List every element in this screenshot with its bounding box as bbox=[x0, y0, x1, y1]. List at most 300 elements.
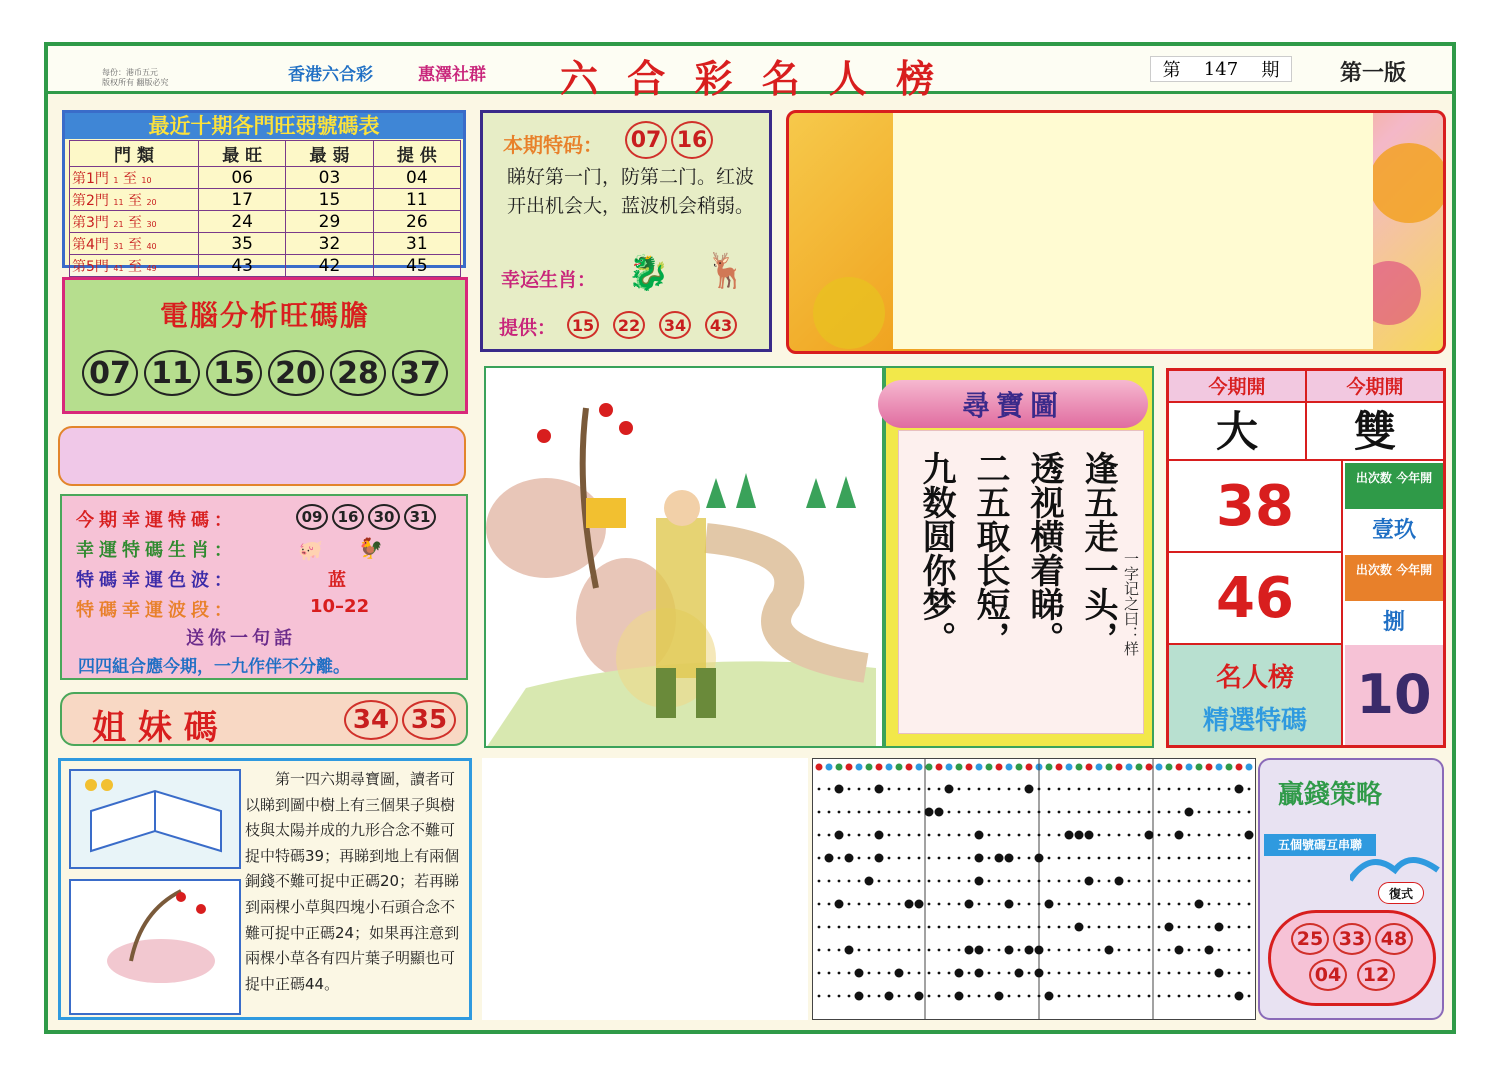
grid-dot-small bbox=[1178, 972, 1181, 975]
header-dot bbox=[1176, 764, 1183, 771]
grid-dot-small bbox=[1178, 926, 1181, 929]
gate-cell: 第1門 1 至 10 bbox=[70, 167, 199, 189]
grid-dot-large bbox=[965, 900, 974, 909]
grid-dot-small bbox=[988, 903, 991, 906]
issue-box bbox=[1150, 56, 1292, 82]
grid-dot-small bbox=[898, 834, 901, 837]
header-dot bbox=[1016, 764, 1023, 771]
header-dot bbox=[1076, 764, 1083, 771]
cold-cell: 32 bbox=[286, 233, 373, 255]
grid-dot-small bbox=[1228, 995, 1231, 998]
offer-cell: 26 bbox=[373, 211, 460, 233]
grid-dot-small bbox=[1228, 880, 1231, 883]
hot-number: 46 bbox=[1169, 553, 1343, 645]
grid-dot-small bbox=[818, 788, 821, 791]
grid-dot-large bbox=[905, 900, 914, 909]
grid-dot-small bbox=[1108, 995, 1111, 998]
header-dot bbox=[966, 764, 973, 771]
number-ball: 16 bbox=[332, 504, 364, 530]
grid-dot-small bbox=[898, 926, 901, 929]
grid-dot-small bbox=[1218, 995, 1221, 998]
grid-dot-small bbox=[1208, 880, 1211, 883]
grid-dot-small bbox=[1018, 811, 1021, 814]
grid-dot-small bbox=[848, 972, 851, 975]
grid-dot-small bbox=[1078, 949, 1081, 952]
table-row bbox=[70, 211, 461, 233]
header-dot bbox=[1146, 764, 1153, 771]
grid-dot-small bbox=[1228, 972, 1231, 975]
grid-dot-small bbox=[1028, 926, 1031, 929]
grid-dot-large bbox=[945, 785, 954, 794]
grid-dot-small bbox=[968, 926, 971, 929]
table-row bbox=[70, 167, 461, 189]
grid-dot-large bbox=[915, 992, 924, 1001]
grid-dot-small bbox=[858, 926, 861, 929]
grid-dot-small bbox=[1118, 995, 1121, 998]
number-ball: 09 bbox=[296, 504, 328, 530]
grid-dot-small bbox=[1128, 811, 1131, 814]
grid-dot-small bbox=[1058, 857, 1061, 860]
grid-dot-small bbox=[938, 857, 941, 860]
grid-dot-small bbox=[948, 926, 951, 929]
grid-dot-small bbox=[888, 788, 891, 791]
grid-dot-small bbox=[1108, 788, 1111, 791]
grid-dot-small bbox=[1038, 811, 1041, 814]
grid-dot-large bbox=[975, 969, 984, 978]
grid-dot-small bbox=[1218, 949, 1221, 952]
grid-dot-small bbox=[938, 903, 941, 906]
grid-dot-small bbox=[868, 788, 871, 791]
header-dot bbox=[1126, 764, 1133, 771]
grid-dot-small bbox=[898, 811, 901, 814]
grid-dot-large bbox=[915, 900, 924, 909]
grid-dot-small bbox=[1138, 949, 1141, 952]
grid-dot-small bbox=[1178, 788, 1181, 791]
grid-dot-small bbox=[1248, 811, 1251, 814]
grid-dot-small bbox=[1108, 834, 1111, 837]
grid-dot-small bbox=[1188, 972, 1191, 975]
grid-dot-small bbox=[1088, 995, 1091, 998]
grid-dot-small bbox=[828, 949, 831, 952]
grid-dot-small bbox=[1068, 788, 1071, 791]
grid-dot-large bbox=[1105, 946, 1114, 955]
grid-dot-large bbox=[875, 831, 884, 840]
hot-cell: 35 bbox=[199, 233, 286, 255]
grid-dot-large bbox=[835, 831, 844, 840]
grid-dot-large bbox=[845, 854, 854, 863]
grid-dot-small bbox=[998, 903, 1001, 906]
issue-suffix: 期 bbox=[1261, 60, 1280, 81]
grid-dot-large bbox=[1185, 808, 1194, 817]
dot-grid bbox=[812, 758, 1256, 1020]
grid-dot-small bbox=[1248, 857, 1251, 860]
grid-dot-small bbox=[1008, 995, 1011, 998]
grid-dot-small bbox=[1078, 995, 1081, 998]
table-row bbox=[70, 189, 461, 211]
grid-dot-small bbox=[1088, 788, 1091, 791]
grid-dot-small bbox=[998, 880, 1001, 883]
edition-label: 第一版 bbox=[1340, 61, 1407, 86]
grid-dot-small bbox=[1118, 903, 1121, 906]
hot-number: 38 bbox=[1169, 461, 1343, 553]
cold-cell: 42 bbox=[286, 255, 373, 277]
grid-dot-large bbox=[845, 946, 854, 955]
grid-dot-small bbox=[1198, 972, 1201, 975]
gate-cell: 第4門 31 至 40 bbox=[70, 233, 199, 255]
grid-dot-small bbox=[1068, 811, 1071, 814]
pig-icon: 🐖 bbox=[298, 538, 323, 562]
grid-dot-small bbox=[1208, 834, 1211, 837]
grid-dot-small bbox=[1058, 811, 1061, 814]
blank-banner bbox=[58, 426, 466, 486]
grid-dot-large bbox=[1205, 946, 1214, 955]
grid-dot-small bbox=[968, 880, 971, 883]
grid-dot-small bbox=[1208, 972, 1211, 975]
grid-dot-small bbox=[1228, 857, 1231, 860]
grid-dot-small bbox=[908, 880, 911, 883]
grid-dot-small bbox=[1098, 834, 1101, 837]
header-dot bbox=[876, 764, 883, 771]
lucky-numbers bbox=[296, 504, 436, 530]
grid-dot-small bbox=[1158, 995, 1161, 998]
grid-dot-small bbox=[1088, 811, 1091, 814]
grid-dot-small bbox=[948, 834, 951, 837]
grid-dot-small bbox=[928, 926, 931, 929]
number-ball: 12 bbox=[1357, 959, 1395, 991]
grid-dot-small bbox=[948, 949, 951, 952]
dragon-icon: 🐉 bbox=[627, 253, 670, 293]
grid-dot-small bbox=[938, 834, 941, 837]
header-dot bbox=[886, 764, 893, 771]
grid-dot-small bbox=[1048, 788, 1051, 791]
grid-dot-small bbox=[858, 857, 861, 860]
grid-dot-small bbox=[1188, 834, 1191, 837]
treasure-scroll-box bbox=[884, 366, 1154, 748]
zodiac-label: 幸運特碼生肖： bbox=[76, 540, 237, 561]
grid-dot-small bbox=[908, 995, 911, 998]
grid-dot-small bbox=[948, 903, 951, 906]
grid-dot-small bbox=[1078, 788, 1081, 791]
notice-line: 版权所有 翻版必究 bbox=[102, 78, 169, 87]
grid-dot-large bbox=[1235, 785, 1244, 794]
gate-cell: 第2門 11 至 20 bbox=[70, 189, 199, 211]
grid-dot-small bbox=[1118, 834, 1121, 837]
grid-dot-small bbox=[988, 834, 991, 837]
grid-dot-large bbox=[975, 831, 984, 840]
grid-dot-small bbox=[1108, 972, 1111, 975]
number-ball: 11 bbox=[144, 350, 200, 396]
grid-dot-small bbox=[1068, 880, 1071, 883]
header-dot bbox=[1216, 764, 1223, 771]
grid-dot-small bbox=[1198, 949, 1201, 952]
header-dot bbox=[856, 764, 863, 771]
grid-dot-small bbox=[898, 949, 901, 952]
grid-dot-small bbox=[868, 949, 871, 952]
grid-dot-small bbox=[1148, 788, 1151, 791]
blank-area bbox=[482, 758, 808, 1020]
grid-dot-small bbox=[858, 788, 861, 791]
grid-dot-small bbox=[1198, 995, 1201, 998]
count-value: 捌 bbox=[1382, 610, 1405, 635]
final-number: 10 bbox=[1345, 645, 1443, 745]
number-ball: 31 bbox=[404, 504, 436, 530]
number-ball: 15 bbox=[206, 350, 262, 396]
header-dot bbox=[1006, 764, 1013, 771]
header-dot bbox=[1056, 764, 1063, 771]
number-ball: 15 bbox=[567, 311, 599, 339]
grid-dot-small bbox=[838, 811, 841, 814]
grid-dot-small bbox=[888, 811, 891, 814]
grid-dot-small bbox=[1228, 788, 1231, 791]
poem-line: 透视横着睇。 bbox=[1024, 451, 1064, 655]
grid-dot-small bbox=[848, 880, 851, 883]
grid-dot-small bbox=[1168, 880, 1171, 883]
grid-dot-small bbox=[838, 857, 841, 860]
grid-dot-large bbox=[965, 946, 974, 955]
grid-dot-small bbox=[1238, 903, 1241, 906]
explanation-box bbox=[58, 758, 472, 1020]
strength-table bbox=[69, 140, 461, 277]
grid-dot-small bbox=[978, 903, 981, 906]
grid-dot-small bbox=[1028, 880, 1031, 883]
grid-dot-small bbox=[988, 926, 991, 929]
grid-dot-small bbox=[958, 926, 961, 929]
grid-dot-small bbox=[1098, 926, 1101, 929]
map-illustration bbox=[69, 879, 241, 1015]
big-small-value: 大 bbox=[1169, 403, 1307, 461]
computer-analysis-title: 電腦分析旺碼膽 bbox=[159, 299, 370, 332]
grid-dot-large bbox=[1235, 992, 1244, 1001]
grid-dot-large bbox=[1085, 831, 1094, 840]
grid-dot-small bbox=[928, 834, 931, 837]
grid-dot-small bbox=[1058, 995, 1061, 998]
grid-dot-large bbox=[1005, 946, 1014, 955]
famous-box bbox=[1169, 645, 1343, 745]
grid-dot-small bbox=[1198, 926, 1201, 929]
grid-dot-small bbox=[918, 949, 921, 952]
grid-dot-small bbox=[1058, 972, 1061, 975]
strategy-subtitle: 五個號碼互串聯 bbox=[1264, 834, 1376, 856]
grid-dot-small bbox=[1018, 788, 1021, 791]
lucky-zodiac-label: 幸运生肖： bbox=[501, 269, 597, 291]
grid-dot-large bbox=[875, 854, 884, 863]
grid-dot-small bbox=[1228, 903, 1231, 906]
header-dot bbox=[986, 764, 993, 771]
grid-dot-small bbox=[918, 972, 921, 975]
poem-paper bbox=[898, 430, 1144, 734]
table-row bbox=[70, 233, 461, 255]
gate-cell: 第3門 21 至 30 bbox=[70, 211, 199, 233]
grid-dot-small bbox=[1038, 926, 1041, 929]
number-ball: 28 bbox=[330, 350, 386, 396]
mode-tag: 復式 bbox=[1378, 882, 1424, 904]
grid-dot-small bbox=[1048, 834, 1051, 837]
grid-dot-large bbox=[895, 969, 904, 978]
grid-dot-small bbox=[1098, 857, 1101, 860]
grid-dot-small bbox=[1078, 811, 1081, 814]
grid-dot-small bbox=[928, 880, 931, 883]
header-dot bbox=[976, 764, 983, 771]
grid-dot-small bbox=[1018, 903, 1021, 906]
grid-dot-small bbox=[1088, 926, 1091, 929]
grid-dot-small bbox=[1018, 949, 1021, 952]
grid-dot-small bbox=[918, 857, 921, 860]
grid-dot-small bbox=[1148, 857, 1151, 860]
color-label: 特碼幸運色波： bbox=[76, 570, 237, 591]
send-label: 送你一句話 bbox=[186, 628, 296, 649]
grid-dot-small bbox=[1138, 926, 1141, 929]
poem-line: 九数圆你梦。 bbox=[916, 451, 956, 655]
grid-dot-small bbox=[1228, 834, 1231, 837]
grid-dot-small bbox=[1118, 857, 1121, 860]
grid-dot-small bbox=[878, 995, 881, 998]
grid-dot-small bbox=[1048, 926, 1051, 929]
sister-title: 姐 妹 碼 bbox=[92, 708, 218, 748]
header-dot bbox=[906, 764, 913, 771]
header-dot bbox=[1186, 764, 1193, 771]
grid-dot-large bbox=[875, 785, 884, 794]
grid-dot-small bbox=[1208, 788, 1211, 791]
grid-dot-small bbox=[1158, 903, 1161, 906]
grid-dot-small bbox=[1248, 972, 1251, 975]
grid-dot-small bbox=[1188, 788, 1191, 791]
grid-dot-small bbox=[948, 995, 951, 998]
grid-dot-small bbox=[1018, 857, 1021, 860]
grid-dot-small bbox=[1048, 880, 1051, 883]
number-ball: 34 bbox=[344, 700, 398, 740]
number-ball: 48 bbox=[1375, 923, 1413, 955]
number-ball: 37 bbox=[392, 350, 448, 396]
grid-dot-small bbox=[1138, 857, 1141, 860]
grid-dot-small bbox=[1218, 880, 1221, 883]
rock-icon bbox=[71, 881, 239, 1013]
grid-dot-small bbox=[1008, 834, 1011, 837]
header-dot bbox=[956, 764, 963, 771]
grid-dot-small bbox=[1238, 880, 1241, 883]
grid-dot-small bbox=[1068, 972, 1071, 975]
price-notice bbox=[102, 68, 169, 88]
hot-cell: 17 bbox=[199, 189, 286, 211]
grid-dot-large bbox=[1035, 854, 1044, 863]
grid-dot-small bbox=[1078, 903, 1081, 906]
grid-dot-small bbox=[1088, 903, 1091, 906]
grid-dot-small bbox=[1138, 903, 1141, 906]
selected-label: 精選特碼 bbox=[1202, 706, 1307, 736]
header-dot bbox=[866, 764, 873, 771]
brand-community: 惠澤社群 bbox=[418, 65, 486, 85]
grid-dot-small bbox=[948, 857, 951, 860]
header-dot bbox=[1196, 764, 1203, 771]
grid-dot-small bbox=[1158, 880, 1161, 883]
grid-dot-large bbox=[1025, 785, 1034, 794]
special-label: 本期特码： bbox=[503, 133, 603, 157]
grid-dot-small bbox=[1128, 788, 1131, 791]
grid-dot-small bbox=[1058, 834, 1061, 837]
grid-dot-small bbox=[1128, 857, 1131, 860]
grid-dot-small bbox=[838, 972, 841, 975]
number-ball: 25 bbox=[1291, 923, 1329, 955]
grid-dot-small bbox=[818, 949, 821, 952]
grid-dot-small bbox=[828, 811, 831, 814]
header-dot bbox=[816, 764, 823, 771]
grid-dot-small bbox=[888, 926, 891, 929]
grid-dot-small bbox=[1168, 834, 1171, 837]
grid-dot-small bbox=[1058, 880, 1061, 883]
grid-dot-small bbox=[1168, 811, 1171, 814]
grid-dot-small bbox=[1178, 880, 1181, 883]
grid-dot-small bbox=[1168, 857, 1171, 860]
grid-dot-small bbox=[1148, 926, 1151, 929]
grid-dot-small bbox=[1038, 995, 1041, 998]
grid-dot-small bbox=[848, 834, 851, 837]
book-illustration bbox=[69, 769, 241, 869]
grid-dot-small bbox=[1108, 857, 1111, 860]
grid-dot-large bbox=[1005, 900, 1014, 909]
header-bar bbox=[48, 46, 1452, 101]
grid-dot-small bbox=[938, 972, 941, 975]
grid-dot-large bbox=[1145, 831, 1154, 840]
grid-dot-large bbox=[1005, 854, 1014, 863]
grid-dot-small bbox=[1028, 857, 1031, 860]
grid-dot-large bbox=[975, 877, 984, 886]
grid-dot-small bbox=[958, 857, 961, 860]
offer-cell: 11 bbox=[373, 189, 460, 211]
grid-dot-small bbox=[1068, 926, 1071, 929]
strategy-title: 贏錢策略 bbox=[1278, 780, 1383, 810]
header-dot bbox=[1156, 764, 1163, 771]
header-dot bbox=[826, 764, 833, 771]
grid-dot-large bbox=[1075, 831, 1084, 840]
grid-dot-small bbox=[998, 949, 1001, 952]
grid-dot-small bbox=[848, 903, 851, 906]
grid-dot-small bbox=[828, 903, 831, 906]
offer-cell: 04 bbox=[373, 167, 460, 189]
grid-dot-large bbox=[1215, 923, 1224, 932]
grid-dot-small bbox=[1238, 926, 1241, 929]
grid-dot-small bbox=[1078, 880, 1081, 883]
grid-dot-small bbox=[1238, 949, 1241, 952]
header-dot bbox=[996, 764, 1003, 771]
grid-dot-small bbox=[1008, 811, 1011, 814]
strategy-box bbox=[1258, 758, 1444, 1020]
grid-dot-small bbox=[938, 926, 941, 929]
grid-dot-small bbox=[1158, 926, 1161, 929]
grid-dot-small bbox=[1058, 788, 1061, 791]
grid-dot-small bbox=[1218, 834, 1221, 837]
grid-dot-large bbox=[1045, 992, 1054, 1001]
header-dot bbox=[946, 764, 953, 771]
grid-dot-small bbox=[978, 788, 981, 791]
grid-dot-small bbox=[1098, 903, 1101, 906]
grid-dot-small bbox=[1068, 995, 1071, 998]
grid-dot-small bbox=[1218, 788, 1221, 791]
grid-dot-small bbox=[988, 880, 991, 883]
number-ball: 35 bbox=[402, 700, 456, 740]
grid-dot-small bbox=[1148, 949, 1151, 952]
grid-dot-small bbox=[1188, 995, 1191, 998]
poem-line: 二五取长短， bbox=[970, 451, 1010, 655]
grid-dot-small bbox=[948, 972, 951, 975]
hot-cell: 43 bbox=[199, 255, 286, 277]
grid-dot-large bbox=[995, 992, 1004, 1001]
grid-dot-small bbox=[898, 903, 901, 906]
grid-dot-small bbox=[958, 949, 961, 952]
grid-dot-small bbox=[1118, 788, 1121, 791]
grid-dot-small bbox=[1028, 834, 1031, 837]
grid-dot-small bbox=[928, 788, 931, 791]
special-numbers bbox=[625, 121, 713, 159]
grid-dot-small bbox=[1018, 834, 1021, 837]
